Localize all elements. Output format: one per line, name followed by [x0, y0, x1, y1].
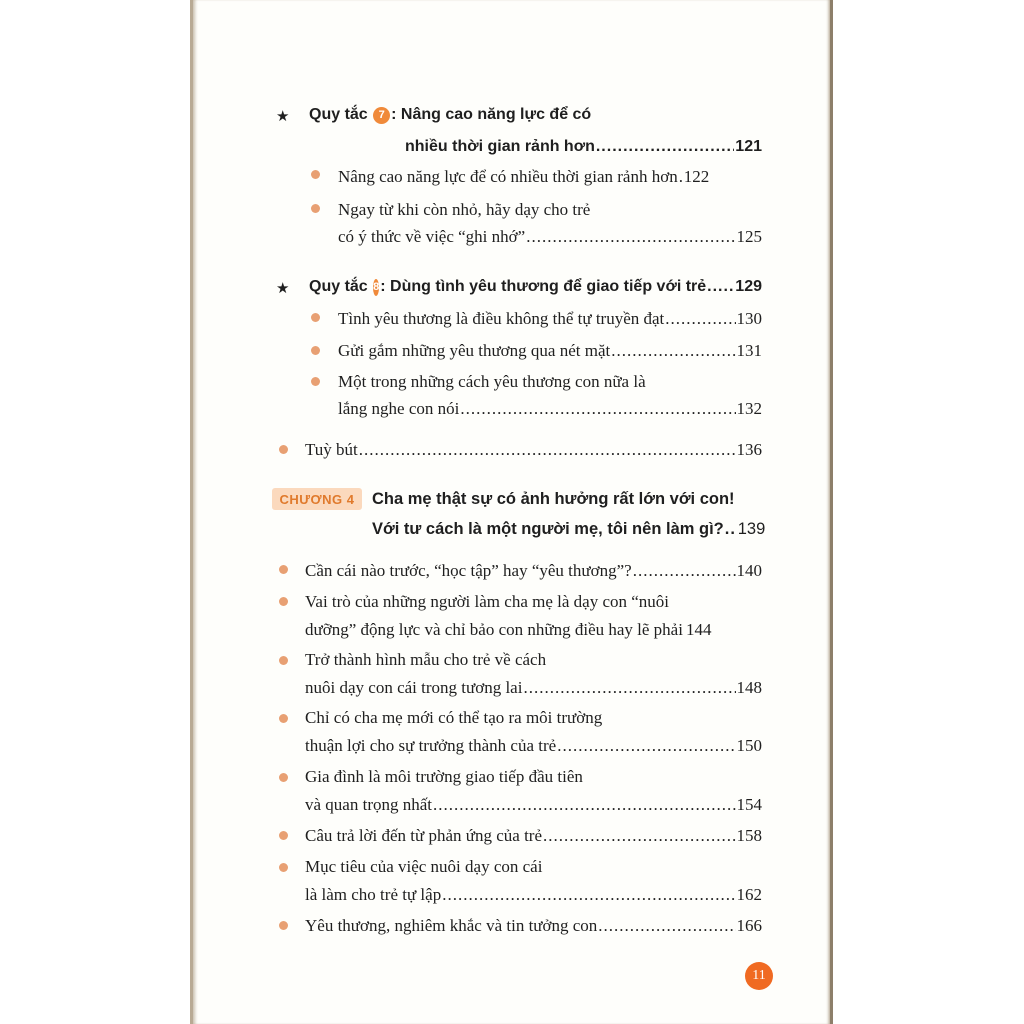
chapter-tag: CHƯƠNG 4 [272, 488, 362, 510]
bullet-icon [311, 313, 320, 322]
page-ref: 166 [736, 916, 762, 935]
page-ref: 125 [736, 227, 762, 246]
toc-item-line1: Trở thành hình mẫu cho trẻ về cách [305, 650, 547, 669]
toc-item-line2: là làm cho trẻ tự lập ..... 162 [305, 885, 762, 905]
toc-item-line1: Vai trò của những người làm cha mẹ là dạy con “nuôi [305, 592, 670, 611]
bullet-icon [311, 170, 320, 179]
toc-item-line1: Một trong những cách yêu thương con nữa là [338, 372, 646, 391]
bullet-icon [311, 346, 320, 355]
toc-item: Cần cái nào trước, “học tập” hay “yêu thương”? ..... 140 [305, 561, 762, 581]
page-ref: 154 [736, 795, 762, 814]
page-ref: 162 [736, 885, 762, 904]
page-edge-right [830, 0, 833, 1024]
chapter-title-line1: Cha mẹ thật sự có ảnh hưởng rất lớn với con! [372, 490, 735, 508]
page-number-badge: 11 [745, 962, 773, 990]
star-icon: ★ [276, 279, 290, 297]
toc-item-line1: Chỉ có cha mẹ mới có thể tạo ra môi trường [305, 708, 603, 727]
rule-8-title [309, 278, 762, 297]
star-icon: ★ [276, 107, 290, 125]
page-ref: 148 [736, 678, 762, 697]
toc-item-line2: thuận lợi cho sự trưởng thành của trẻ ..... 150 [305, 736, 762, 756]
bullet-icon [279, 863, 288, 872]
page-ref: 122 [683, 167, 710, 186]
bullet-icon [311, 204, 320, 213]
bullet-icon [311, 377, 320, 386]
page-ref: 132 [736, 399, 762, 418]
toc-item-line2: dưỡng” động lực và chỉ bảo con những điều hay lẽ phải ..... 144 [305, 620, 762, 640]
toc-item-line1: Mục tiêu của việc nuôi dạy con cái [305, 857, 543, 876]
bullet-icon [279, 921, 288, 930]
bullet-icon [279, 773, 288, 782]
bullet-icon [279, 597, 288, 606]
toc-item-line1: Ngay từ khi còn nhỏ, hãy dạy cho trẻ [338, 200, 591, 219]
rule-prefix: Quy tắc [309, 278, 368, 295]
bullet-icon [279, 714, 288, 723]
rule-title: : Dùng tình yêu thương để giao tiếp với trẻ [380, 278, 707, 295]
rule-number-badge: 7 [373, 107, 390, 124]
page-ref: 131 [736, 341, 762, 360]
essay-entry: Tuỳ bút ..... 136 [305, 440, 762, 460]
bullet-icon [279, 565, 288, 574]
rule-prefix: Quy tắc [309, 106, 368, 123]
rule-number-badge: 8 [373, 279, 379, 296]
bullet-icon [279, 831, 288, 840]
toc-item: Gửi gắm những yêu thương qua nét mặt ..... 131 [338, 341, 762, 361]
toc-item: Câu trả lời đến từ phản ứng của trẻ ..... 158 [305, 826, 762, 846]
page-ref: 139 [737, 520, 766, 538]
toc-item-line2: và quan trọng nhất ..... 154 [305, 795, 762, 815]
bullet-icon [279, 656, 288, 665]
page-ref: 158 [736, 826, 762, 845]
toc-item: Yêu thương, nghiêm khắc và tin tưởng con ..... 166 [305, 916, 762, 936]
toc-item-line2: lắng nghe con nói ..... 132 [338, 399, 762, 419]
page-ref: 144 [685, 620, 712, 639]
toc-item-line2: nuôi dạy con cái trong tương lai ..... 148 [305, 678, 762, 698]
page-ref: 129 [735, 278, 762, 295]
rule-7-title-line1 [309, 106, 591, 125]
page-ref: 121 [735, 138, 762, 155]
rule-7-title-line2: nhiều thời gian rảnh hơn ..... 121 [405, 138, 762, 156]
toc-item: Tình yêu thương là điều không thể tự truyền đạt ..... 130 [338, 309, 762, 329]
page-ref: 140 [736, 561, 762, 580]
bullet-icon [279, 445, 288, 454]
rule-title: : Nâng cao năng lực để có [391, 106, 592, 123]
toc-item-line1: Gia đình là môi trường giao tiếp đầu tiên [305, 767, 583, 786]
page-ref: 150 [736, 736, 762, 755]
page-ref: 130 [736, 309, 762, 328]
toc-item: Nâng cao năng lực để có nhiều thời gian rảnh hơn ..... 122 [338, 167, 762, 187]
page-ref: 136 [736, 440, 762, 459]
toc-item-line2: có ý thức về việc “ghi nhớ” ..... 125 [338, 227, 762, 247]
chapter-title-line2: Với tư cách là một người mẹ, tôi nên làm gì? ..... 139 [372, 520, 762, 539]
